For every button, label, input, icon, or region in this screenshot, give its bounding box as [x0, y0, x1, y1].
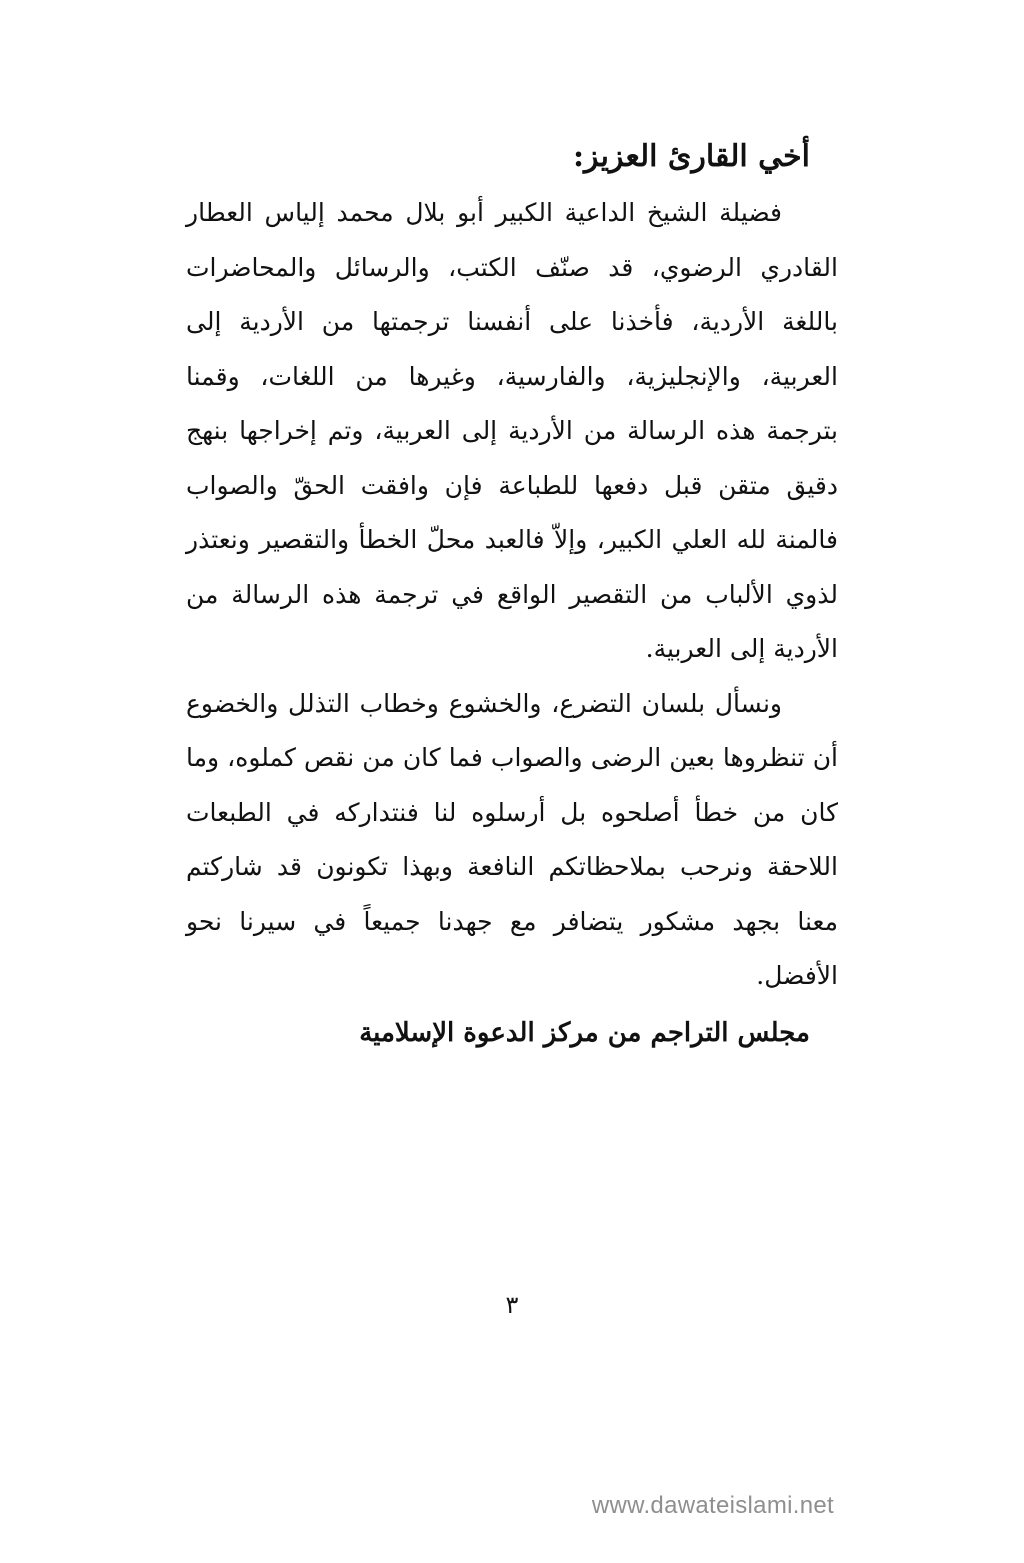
- paragraph-request: ونسأل بلسان التضرع، والخشوع وخطاب التذلل والخضوع أن تنظروها بعين الرضى والصواب فما كان من نقص كملوه، وما كان من خطأ أصلحوه بل أرسلوه لنا فنتداركه في الطبعات اللاحقة ونرحب بملاحظاتكم النافعة وبهذا تكونون قد شاركتم معنا بجهد مشكور يتضافر مع جهدنا جميعاً في سيرنا نحو الأفضل.: [186, 688, 838, 990]
- main-text-block: [186, 128, 838, 1062]
- page-number: ٣: [505, 1291, 519, 1319]
- signature: مجلس التراجم من مركز الدعوة الإسلامية: [359, 1017, 810, 1048]
- paragraph-intro: فضيلة الشيخ الداعية الكبير أبو بلال محمد إلياس العطار القادري الرضوي، قد صنّف الكتب، والرسائل والمحاضرات باللغة الأردية، فأخذنا على أنفسنا ترجمتها من الأردية إلى العربية، والإنجليزية، والفارسية، وغيرها من اللغات، وقمنا بترجمة هذه الرسالة من الأردية إلى العربية، وتم إخراجها بنهج دقيق متقن قبل دفعها للطباعة فإن وافقت الحقّ والصواب فالمنة لله العلي الكبير، وإلاّ فالعبد محلّ الخطأ والتقصير ونعتذر لذوي الألباب من التقصير الواقع في ترجمة هذه الرسالة من الأردية إلى العربية.: [186, 198, 838, 663]
- website-watermark: www.dawateislami.net: [591, 1492, 834, 1519]
- page-heading: أخي القارئ العزيز:: [572, 139, 810, 174]
